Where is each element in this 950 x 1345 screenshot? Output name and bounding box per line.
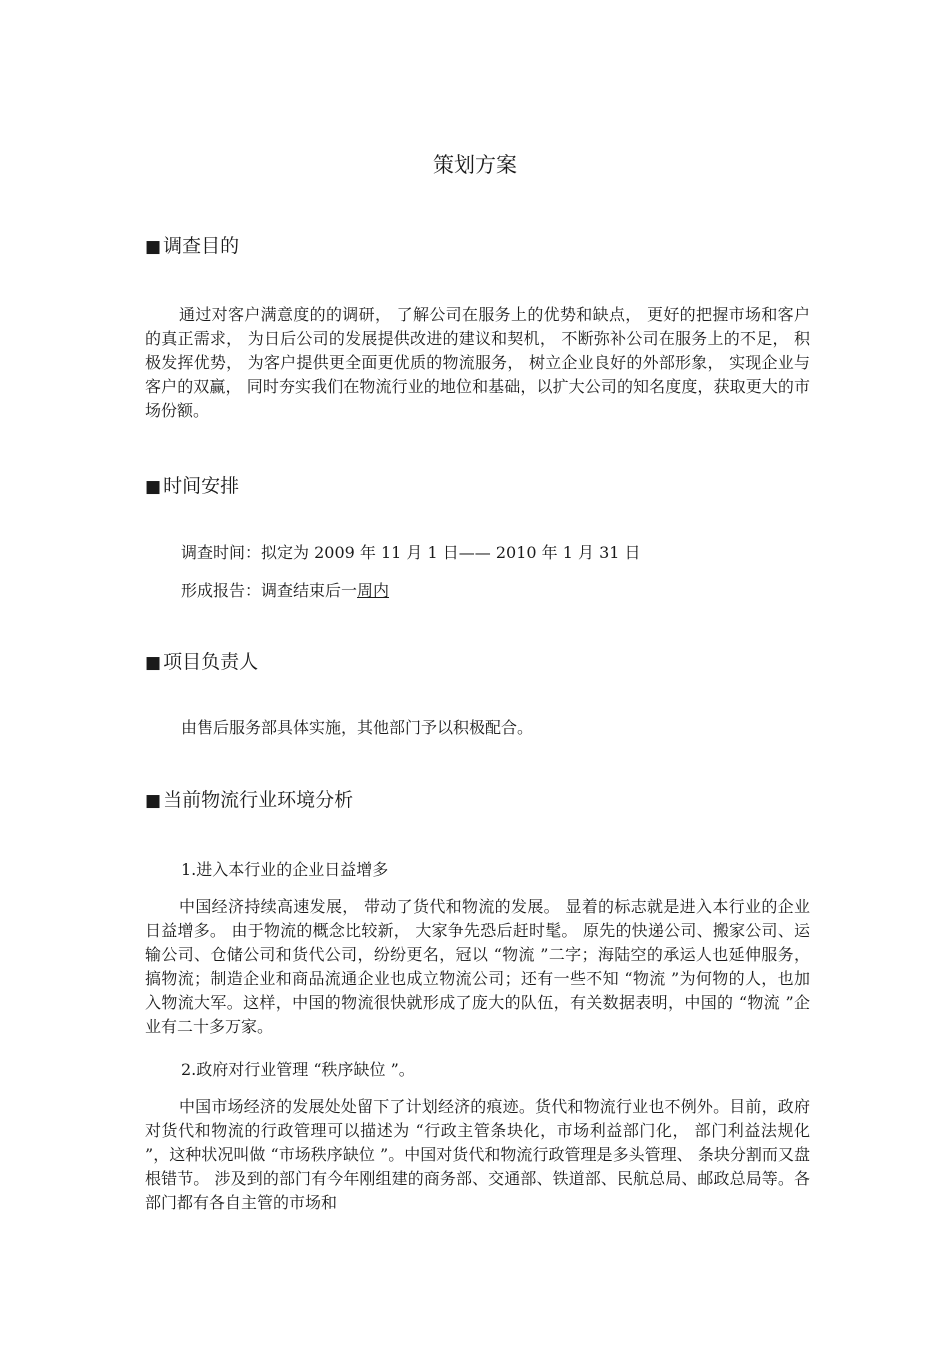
square-bullet-icon: ■ bbox=[145, 653, 162, 673]
survey-time-line: 调查时间：拟定为 2009 年 11 月 1 日—— 2010 年 1 月 31 日 bbox=[181, 543, 641, 562]
analysis-point2-paragraph: 中国市场经济的发展处处留下了计划经济的痕迹。货代和物流行业也不例外。目前，政府对货代和物流的行政管理可以描述为 “行政主管条块化，市场利益部门化， 部门利益法规化 ”，这种状况叫做 “市场秩序缺位 ”。中国对货代和物流行政管理是多头管理、 条块分割而又盘根错节。 涉及到的部门有今年刚组建的商务部、交通部、铁道部、民航总局、邮政总局等。各部门都有各自主管的市场和 bbox=[145, 1097, 810, 1212]
section-heading-purpose-text: 调查目的 bbox=[163, 235, 240, 257]
report-time-line bbox=[181, 579, 403, 603]
section-heading-owner bbox=[145, 648, 258, 677]
square-bullet-icon: ■ bbox=[145, 237, 162, 257]
section-heading-schedule-text: 时间安排 bbox=[163, 475, 240, 497]
section-heading-schedule bbox=[145, 472, 239, 501]
purpose-paragraph: 通过对客户满意度的的调研， 了解公司在服务上的优势和缺点， 更好的把握市场和客户的真正需求， 为日后公司的发展提供改进的建议和契机， 不断弥补公司在服务上的不足， 积极发挥优势， 为客户提供更全面更优质的物流服务， 树立企业良好的外部形象， 实现企业与客户的双赢， 同时夯实我们在物流行业的地位和基础，以扩大公司的知名度度，获取更大的市场份额。 bbox=[145, 305, 810, 420]
document-title: 策划方案 bbox=[433, 153, 517, 177]
report-time-underlined: 周内 bbox=[357, 581, 390, 600]
owner-paragraph: 由售后服务部具体实施，其他部门予以积极配合。 bbox=[181, 718, 534, 737]
section-heading-analysis-text: 当前物流行业环境分析 bbox=[163, 789, 354, 811]
report-time-prefix: 形成报告：调查结束后一 bbox=[181, 581, 358, 600]
analysis-point2-title: 2.政府对行业管理 “秩序缺位 ”。 bbox=[181, 1060, 415, 1079]
analysis-point1-paragraph: 中国经济持续高速发展， 带动了货代和物流的发展。 显着的标志就是进入本行业的企业日益增多。 由于物流的概念比较新， 大家争先恐后赶时髦。 原先的快递公司、搬家公司、运输公司、仓储公司和货代公司，纷纷更名，冠以 “物流 ”二字；海陆空的承运人也延伸服务， 搞物流；制造企业和商品流通企业也成立物流公司；还有一些不知 “物流 ”为何物的人，也加入物流大军。这样，中国的物流很快就形成了庞大的队伍，有关数据表明，中国的 “物流 ”企业有二十多万家。 bbox=[145, 897, 810, 1036]
section-heading-owner-text: 项目负责人 bbox=[163, 651, 259, 673]
section-heading-purpose bbox=[145, 232, 239, 261]
section-heading-analysis bbox=[145, 786, 353, 815]
square-bullet-icon: ■ bbox=[145, 477, 162, 497]
analysis-point1-title: 1.进入本行业的企业日益增多 bbox=[181, 860, 389, 879]
square-bullet-icon: ■ bbox=[145, 791, 162, 811]
